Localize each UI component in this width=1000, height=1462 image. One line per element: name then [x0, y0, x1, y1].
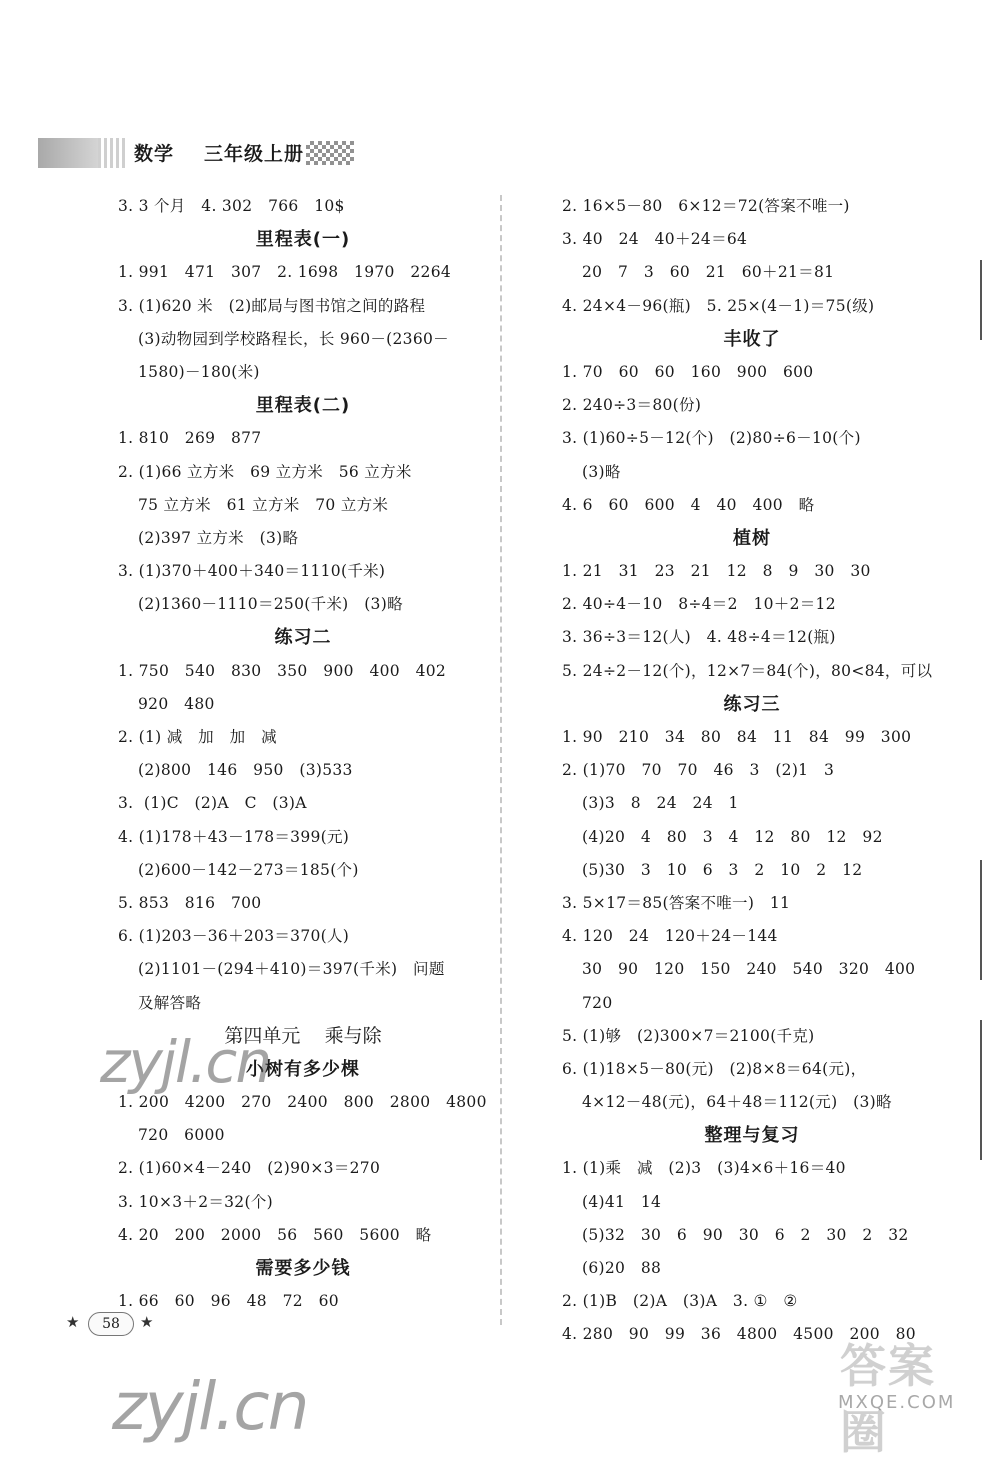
answer-line: 30 90 120 150 240 540 320 400	[582, 960, 916, 979]
answer-line: 2. 40÷4－10 8÷4＝2 10＋2＝12	[562, 595, 836, 614]
answer-line: (3)3 8 24 24 1	[582, 794, 739, 813]
answer-line: (2)800 146 950 (3)533	[138, 761, 353, 780]
watermark-logo-url: MXQE.COM	[838, 1392, 956, 1413]
answer-line: 920 480	[138, 694, 215, 713]
page-number: 58	[88, 1312, 134, 1336]
answer-line: 4. 6 60 600 4 40 400 略	[562, 495, 815, 514]
answer-line: 1580)－180(米)	[138, 362, 260, 381]
answer-line: 1. 21 31 23 21 12 8 9 30 30	[562, 562, 871, 581]
answer-line: (5)30 3 10 6 3 2 10 2 12	[582, 860, 863, 879]
answer-line: 2. (1)B (2)A (3)A 3. ① ②	[562, 1292, 798, 1311]
answer-line: (5)32 30 6 90 30 6 2 30 2 32	[582, 1225, 909, 1244]
answer-line: 3. 3 个月 4. 302 766 10$	[118, 197, 345, 215]
answer-line: 3. (1)620 米 (2)邮局与图书馆之间的路程	[118, 296, 426, 315]
section-title: 里程表(二)	[255, 395, 351, 417]
header-stripes-decoration	[98, 138, 128, 168]
answer-line: 20 7 3 60 21 60＋21＝81	[582, 263, 835, 282]
unit-title: 第四单元 乘与除	[224, 1024, 382, 1047]
answer-line: 1. 750 540 830 350 900 400 402	[118, 661, 447, 680]
answer-line: 2. (1)66 立方米 69 立方米 56 立方米	[118, 462, 412, 481]
answer-line: 4×12－48(元)，64＋48＝112(元) (3)略	[582, 1093, 892, 1112]
answer-line: 3. (1)60÷5－12(个) (2)80÷6－10(个)	[562, 429, 861, 448]
answer-line: 3. 40 24 40＋24＝64	[562, 230, 748, 249]
answer-line: (4)20 4 80 3 4 12 80 12 92	[582, 827, 883, 846]
answer-line: 1. 66 60 96 48 72 60	[118, 1292, 339, 1311]
answer-line: 1. 200 4200 270 2400 800 2800 4800	[118, 1093, 487, 1112]
answer-line: (2)397 立方米 (3)略	[138, 528, 299, 547]
answer-line: 1. 70 60 60 160 900 600	[562, 362, 814, 381]
star-icon: ★	[140, 1313, 154, 1331]
answer-line: 6. (1)18×5－80(元) (2)8×8＝64(元)，	[562, 1059, 867, 1078]
answer-line: (2)600－142－273＝185(个)	[138, 860, 359, 879]
column-divider	[500, 195, 502, 1325]
section-title: 里程表(一)	[255, 229, 351, 251]
answer-line: 5. 24÷2－12(个)，12×7＝84(个)，80<84，可以	[562, 661, 933, 680]
answer-line: 2. (1)70 70 70 46 3 (2)1 3	[562, 761, 835, 780]
star-icon: ★	[66, 1313, 80, 1331]
right-column	[562, 190, 942, 1352]
answer-line: 4. 280 90 99 36 4800 4500 200 80	[562, 1325, 916, 1344]
answer-line: 3. (1)370＋400＋340＝1110(千米)	[118, 562, 386, 581]
answer-line: 3. (1)C (2)A C (3)A	[118, 794, 307, 813]
answer-line: (3)动物园到学校路程长，长 960－(2360－	[138, 329, 449, 348]
answer-line: 720	[582, 993, 613, 1012]
section-title: 练习三	[723, 693, 781, 715]
answer-line: 3. 36÷3＝12(人) 4. 48÷4＝12(瓶)	[562, 628, 836, 647]
answer-line: 2. 16×5－80 6×12＝72(答案不唯一)	[562, 197, 850, 215]
answer-line: 5. 853 816 700	[118, 893, 262, 912]
section-title: 丰收了	[723, 328, 781, 350]
section-title: 小树有多少棵	[246, 1058, 360, 1080]
answer-line: (3)略	[582, 462, 621, 481]
answer-line: 75 立方米 61 立方米 70 立方米	[138, 495, 389, 514]
header-checker-pattern	[306, 141, 354, 165]
section-title: 整理与复习	[704, 1125, 800, 1147]
answer-line: 3. 5×17＝85(答案不唯一) 11	[562, 893, 791, 912]
answer-line: 2. (1) 减 加 加 减	[118, 728, 277, 746]
answer-line: 1. 810 269 877	[118, 429, 262, 448]
watermark-left: zyjl.cn	[100, 1028, 271, 1096]
answer-line: (2)1101－(294＋410)＝397(千米) 问题	[138, 960, 445, 979]
answer-line: 1. 90 210 34 80 84 11 84 99 300	[562, 728, 912, 746]
left-column	[118, 190, 488, 1318]
answer-line: (2)1360－1110＝250(千米) (3)略	[138, 595, 403, 614]
answer-line: 1. (1)乘 减 (2)3 (3)4×6＋16＝40	[562, 1159, 846, 1178]
answer-line: 4. (1)178＋43－178＝399(元)	[118, 827, 350, 846]
answer-line: 及解答略	[138, 993, 202, 1012]
section-title: 植树	[733, 527, 771, 549]
answer-line: 4. 20 200 2000 56 560 5600 略	[118, 1225, 432, 1244]
header-subject: 数学	[134, 143, 175, 165]
answer-line: 4. 120 24 120＋24－144	[562, 927, 778, 946]
answer-line: (6)20 88	[582, 1259, 662, 1277]
header-bar-decoration	[38, 138, 98, 168]
answer-line: 2. 240÷3＝80(份)	[562, 396, 702, 415]
answer-line: 3. 10×3＋2＝32(个)	[118, 1192, 273, 1211]
answer-line: 4. 24×4－96(瓶) 5. 25×(4－1)＝75(级)	[562, 296, 875, 315]
answer-line: 5. (1)够 (2)300×7＝2100(千克)	[562, 1026, 815, 1045]
answer-line: 6. (1)203－36＋203＝370(人)	[118, 927, 350, 946]
answer-line: (4)41 14	[582, 1192, 662, 1211]
answer-line: 2. (1)60×4－240 (2)90×3＝270	[118, 1159, 381, 1178]
watermark-bottom: zyjl.cn	[112, 1368, 308, 1445]
page-number-badge	[66, 1310, 176, 1340]
watermark-logo: 答案圈	[840, 1339, 936, 1459]
right-edge-marks	[980, 260, 984, 1360]
header-title	[134, 139, 304, 166]
answer-line: 1. 991 471 307 2. 1698 1970 2264	[118, 263, 452, 282]
section-title: 练习二	[274, 627, 332, 649]
section-title: 需要多少钱	[255, 1258, 351, 1279]
page-header	[38, 135, 338, 171]
header-grade: 三年级上册	[204, 143, 305, 165]
answer-line: 720 6000	[138, 1126, 225, 1145]
